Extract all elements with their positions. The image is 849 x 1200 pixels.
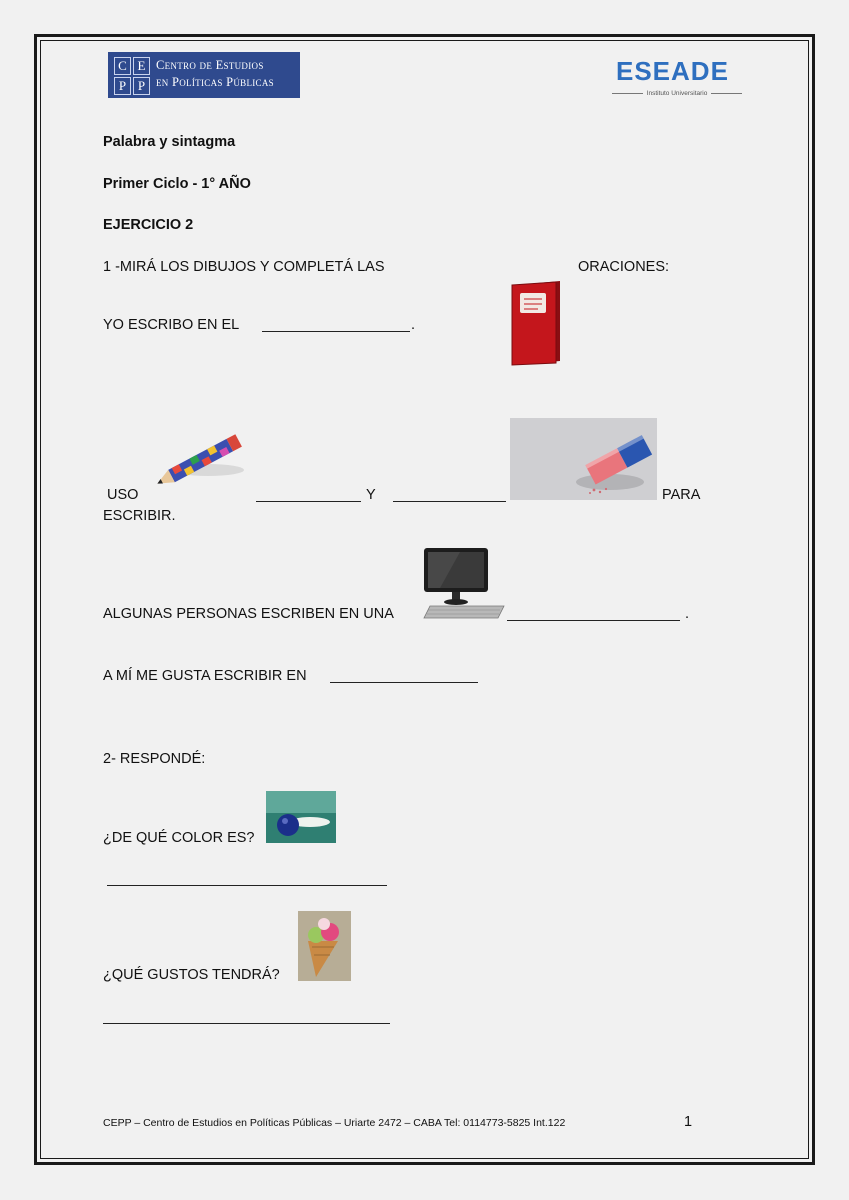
answer-blank-4[interactable] xyxy=(330,682,478,683)
page-title: Palabra y sintagma xyxy=(103,134,236,150)
eraser-icon xyxy=(510,418,657,500)
eseade-subtitle xyxy=(612,90,742,97)
sentence-1: YO ESCRIBO EN EL xyxy=(103,317,240,333)
cepp-monogram xyxy=(114,57,150,93)
answer-blank-1[interactable] xyxy=(262,331,410,332)
sentence-2-para: PARA xyxy=(662,487,701,503)
sentence-2-continuation: ESCRIBIR. xyxy=(103,508,176,524)
answer-line-b[interactable] xyxy=(103,1023,390,1024)
cepp-logo-line2: en Políticas Públicas xyxy=(156,75,274,89)
eseade-subtitle-text: Instituto Universitario xyxy=(646,90,708,97)
ice-cream-icon xyxy=(298,911,351,981)
notebook-icon xyxy=(508,279,564,367)
q1-heading-a: 1 -MIRÁ LOS DIBUJOS Y COMPLETÁ LAS xyxy=(103,259,385,275)
footer-text: CEPP – Centro de Estudios en Políticas Públicas – Uriarte 2472 – CABA Tel: 0114773-5825 Int.122 xyxy=(103,1117,566,1129)
sentence-3-period: . xyxy=(685,606,690,622)
question-a: ¿DE QUÉ COLOR ES? xyxy=(103,830,255,846)
sentence-3: ALGUNAS PERSONAS ESCRIBEN EN UNA xyxy=(103,606,394,622)
exercise-label: EJERCICIO 2 xyxy=(103,217,194,233)
sentence-2-y: Y xyxy=(366,487,376,503)
cepp-letter: C xyxy=(114,57,131,75)
page-number: 1 xyxy=(684,1114,693,1130)
answer-line-a[interactable] xyxy=(107,885,387,886)
level-label: Primer Ciclo - 1° AÑO xyxy=(103,176,251,192)
computer-icon xyxy=(420,546,508,622)
sentence-4: A MÍ ME GUSTA ESCRIBIR EN xyxy=(103,668,307,684)
question-b: ¿QUÉ GUSTOS TENDRÁ? xyxy=(103,967,280,983)
cepp-letter: E xyxy=(133,57,150,75)
sentence-2-uso: USO xyxy=(107,487,139,503)
pencil-icon xyxy=(146,428,250,496)
cepp-letter: P xyxy=(114,77,131,95)
eseade-logo xyxy=(612,56,746,100)
answer-blank-2b[interactable] xyxy=(393,501,506,502)
cepp-letter: P xyxy=(133,77,150,95)
cepp-logo-line1: Centro de Estudios xyxy=(156,58,264,72)
eseade-wordmark: ESEADE xyxy=(616,56,729,86)
answer-blank-2a[interactable] xyxy=(256,501,361,502)
q1-heading-b: ORACIONES: xyxy=(578,259,670,275)
answer-blank-3[interactable] xyxy=(507,620,680,621)
cepp-logo xyxy=(108,52,300,98)
cepp-logo-text xyxy=(156,57,274,91)
ball-icon xyxy=(266,791,336,843)
q2-heading: 2- RESPONDÉ: xyxy=(103,751,206,767)
sentence-1-period: . xyxy=(411,317,416,333)
